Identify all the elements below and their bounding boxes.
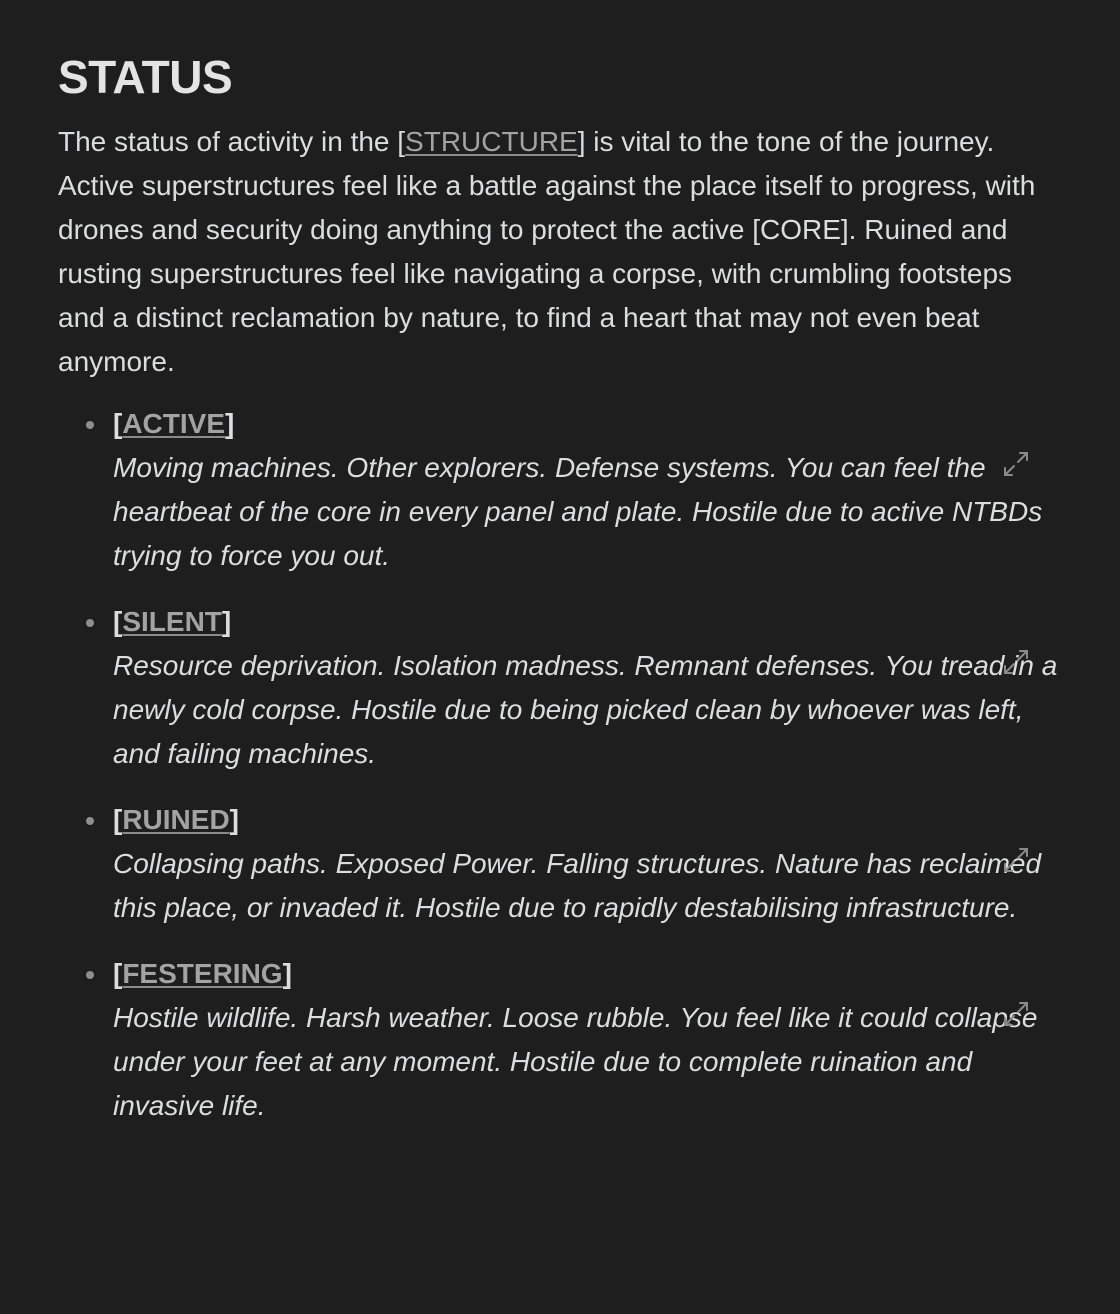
intro-text-after: ] is vital to the tone of the journey. Active superstructures feel like a battle against the place itself to progress, with drones and security doing anything to protect the active [CORE]. Ruined and rusting superstructures feel like navigating a corpse, with crumbling footsteps and a distinct reclamation by nature, to find a heart that may not even beat anymore. — [58, 126, 1036, 377]
expand-icon[interactable] — [1002, 1000, 1030, 1028]
bracket-open: [ — [113, 606, 123, 637]
list-item — [58, 798, 1062, 930]
list-item — [58, 600, 1062, 776]
bracket-open: [ — [113, 958, 123, 989]
item-title — [113, 402, 1062, 446]
bullet-icon — [86, 817, 94, 825]
active-link[interactable]: ACTIVE — [122, 408, 226, 439]
bullet-icon — [86, 421, 94, 429]
intro-paragraph — [58, 120, 1058, 384]
festering-link[interactable]: FESTERING — [122, 958, 283, 989]
silent-link[interactable]: SILENT — [122, 606, 222, 637]
expand-icon[interactable] — [1002, 450, 1030, 478]
bullet-icon — [86, 619, 94, 627]
bracket-close: ] — [282, 958, 292, 989]
bracket-close: ] — [221, 606, 232, 637]
bracket-open: [ — [113, 408, 123, 439]
item-title — [113, 952, 1062, 996]
item-description: Moving machines. Other explorers. Defense systems. You can feel the heartbeat of the core in every panel and plate. Hostile due to active NTBDs trying to force you out. — [113, 452, 1043, 571]
expand-icon[interactable] — [1002, 846, 1030, 874]
page-title: STATUS — [58, 51, 233, 103]
item-description: Collapsing paths. Exposed Power. Falling structures. Nature has reclaimed this place, or invaded it. Hostile due to rapidly destabilising infrastructure. — [113, 848, 1042, 923]
list-item — [58, 402, 1062, 578]
structure-link[interactable]: STRUCTURE — [405, 126, 578, 157]
intro-text-before: The status of activity in the [ — [58, 126, 406, 157]
item-description: Resource deprivation. Isolation madness. Remnant defenses. You tread in a newly cold corpse. Hostile due to being picked clean by whoever was left, and failing machines. — [113, 650, 1058, 769]
expand-icon[interactable] — [1002, 648, 1030, 676]
item-title — [113, 798, 1062, 842]
list-item — [58, 952, 1062, 1128]
status-list — [58, 402, 1062, 1128]
bracket-close: ] — [229, 804, 239, 835]
ruined-link[interactable]: RUINED — [122, 804, 230, 835]
bullet-icon — [86, 971, 94, 979]
bracket-open: [ — [113, 804, 123, 835]
item-description: Hostile wildlife. Harsh weather. Loose rubble. You feel like it could collapse under your feet at any moment. Hostile due to complete ruination and invasive life. — [113, 1002, 1038, 1121]
item-title — [113, 600, 1062, 644]
bracket-close: ] — [225, 408, 235, 439]
